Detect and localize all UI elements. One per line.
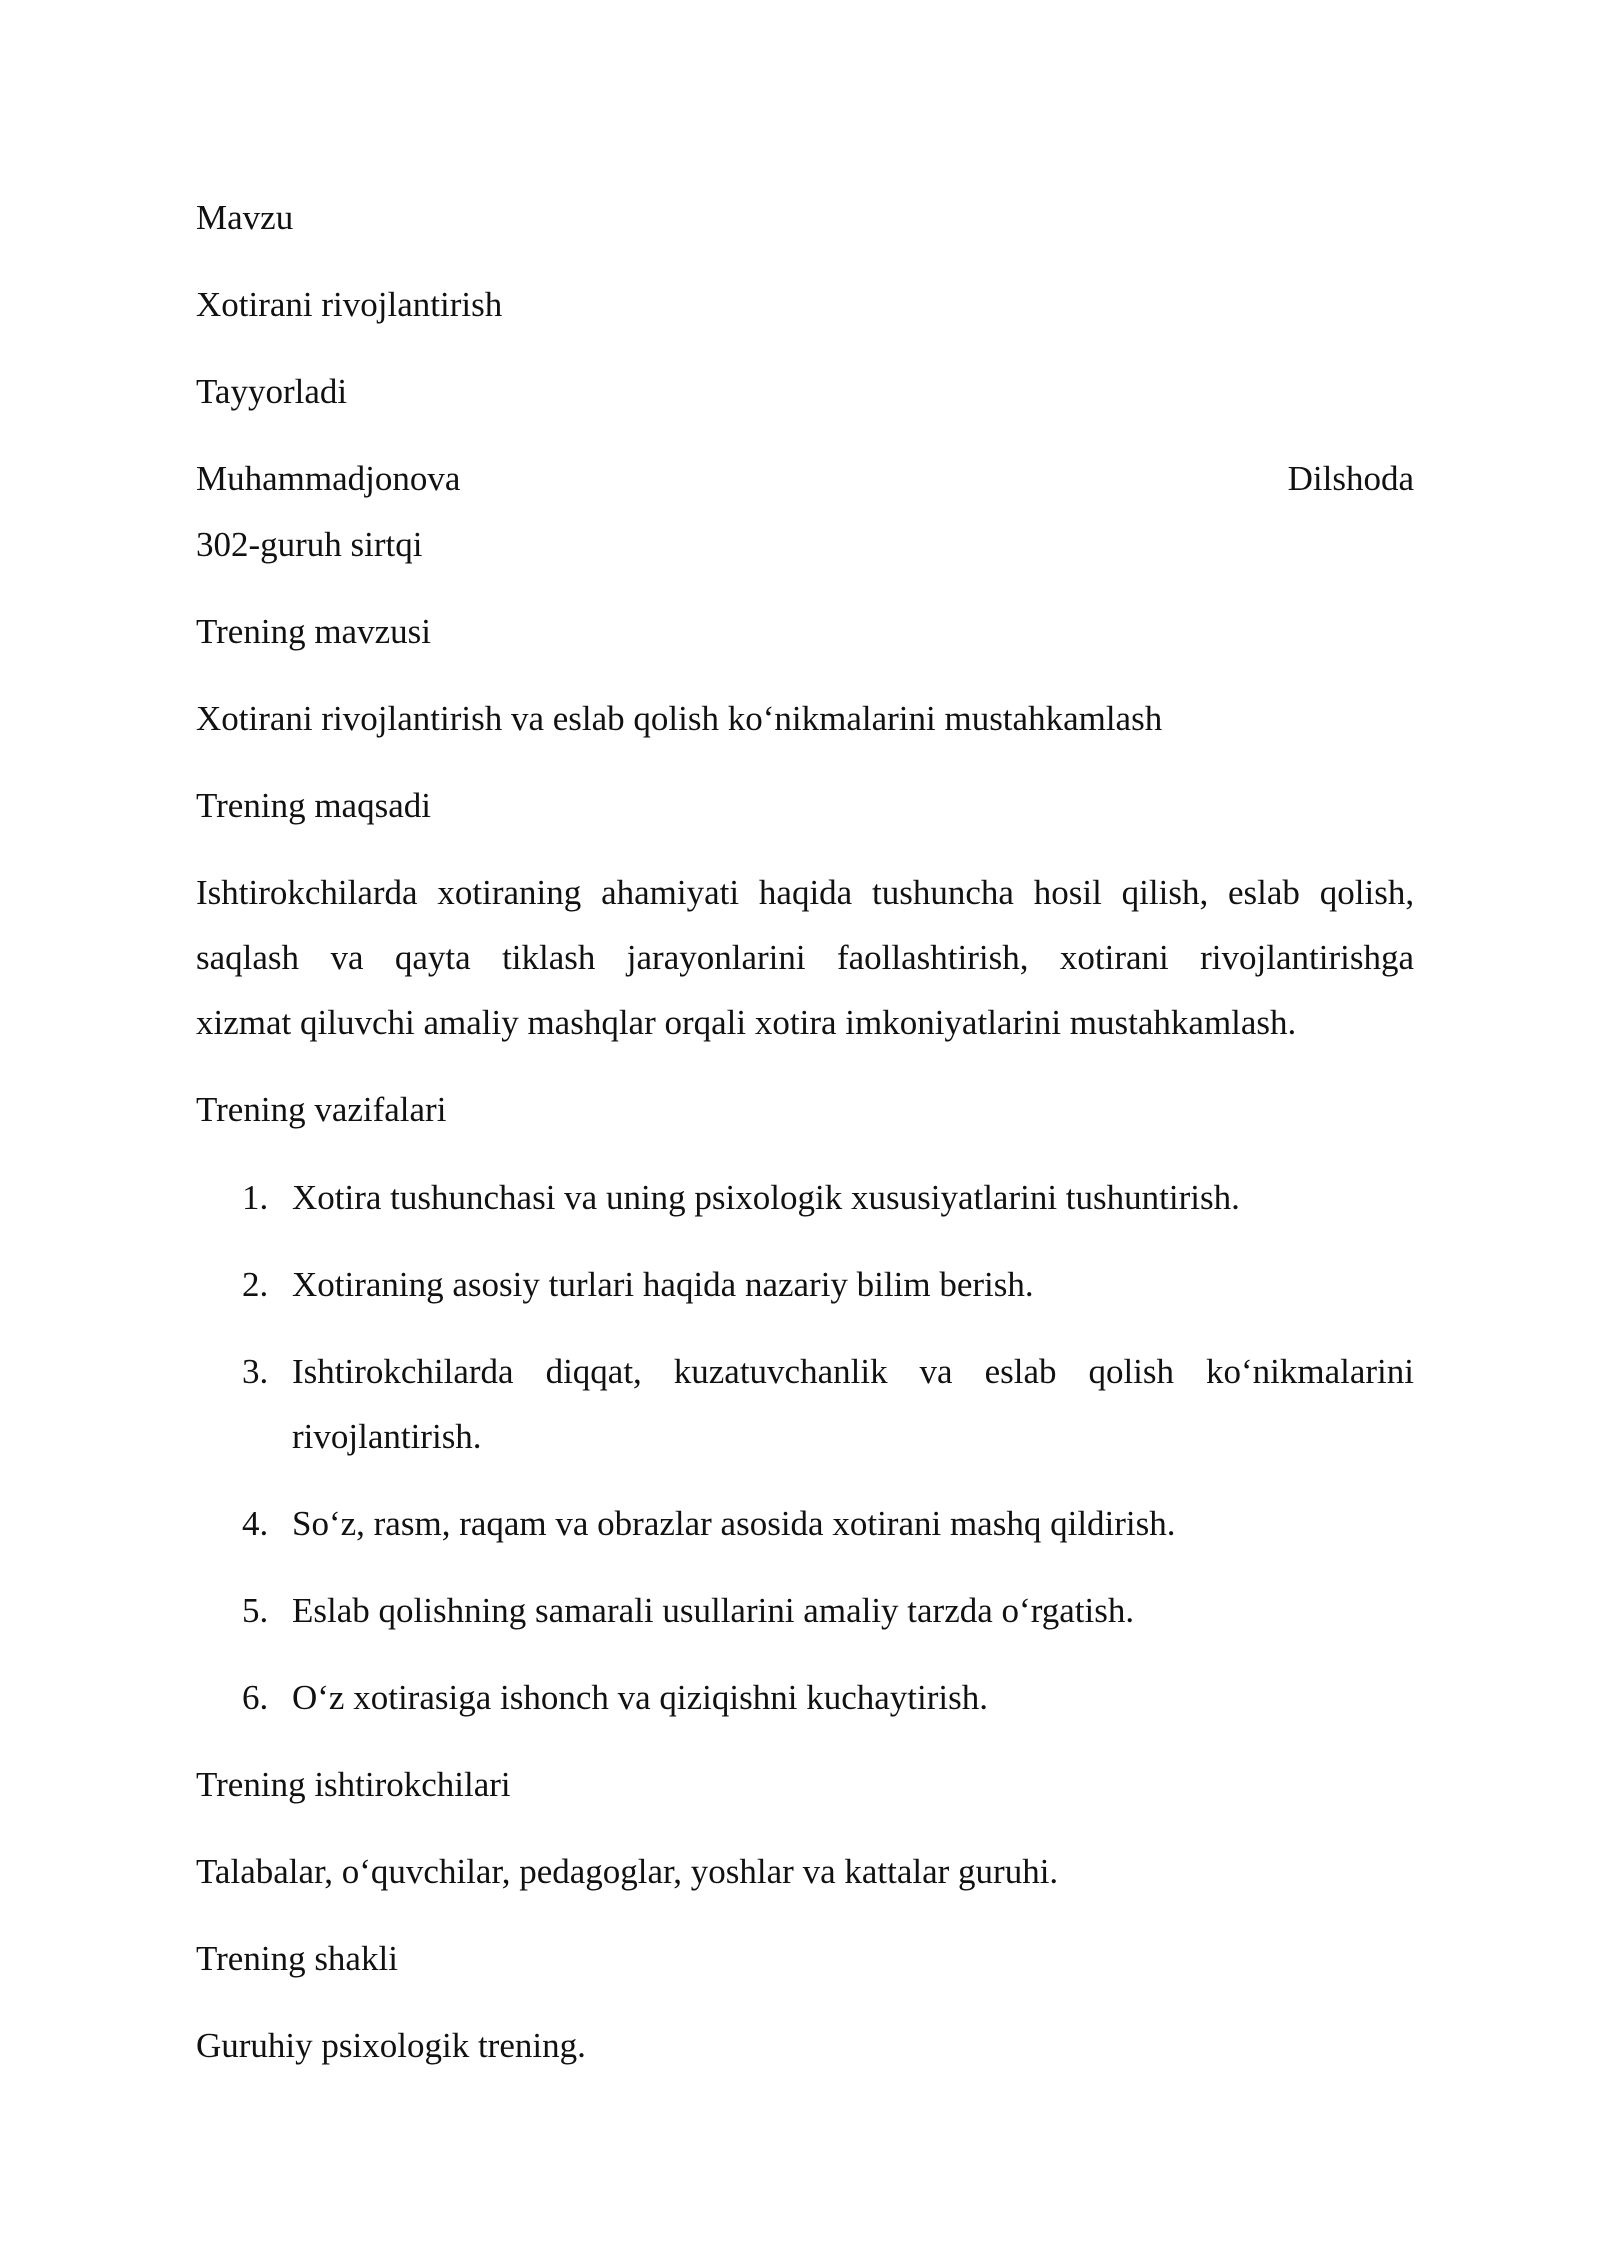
list-number: 4. xyxy=(242,1504,269,1543)
topic-title: Xotirani rivojlantirish xyxy=(196,285,503,324)
list-number: 5. xyxy=(242,1591,269,1630)
goal-label: Trening maqsadi xyxy=(196,786,431,825)
form-label: Trening shakli xyxy=(196,1939,398,1978)
list-text-continued: rivojlantirish. xyxy=(292,1417,482,1456)
prepared-label: Tayyorladi xyxy=(196,372,348,411)
participants-label: Trening ishtirokchilari xyxy=(196,1765,511,1804)
list-text: Xotiraning asosiy turlari haqida nazariy bilim berish. xyxy=(292,1265,1034,1304)
form: Guruhiy psixologik trening. xyxy=(196,2026,586,2065)
goal-line-2: saqlash va qayta tiklash jarayonlarini faollashtirish, xotirani rivojlantirishga xyxy=(196,938,1414,977)
list-text: So‘z, rasm, raqam va obrazlar asosida xotirani mashq qildirish. xyxy=(292,1504,1176,1543)
training-topic: Xotirani rivojlantirish va eslab qolish ko‘nikmalarini mustahkamlash xyxy=(196,699,1163,738)
topic-label: Mavzu xyxy=(196,198,294,237)
list-text: Ishtirokchilarda diqqat, kuzatuvchanlik va eslab qolish ko‘nikmalarini xyxy=(292,1352,1415,1391)
list-text: Eslab qolishning samarali usullarini amaliy tarzda o‘rgatish. xyxy=(292,1591,1135,1630)
participants: Talabalar, o‘quvchilar, pedagoglar, yoshlar va kattalar guruhi. xyxy=(196,1852,1059,1891)
list-number: 3. xyxy=(242,1352,269,1391)
list-text: Xotira tushunchasi va uning psixologik xususiyatlarini tushuntirish. xyxy=(292,1178,1240,1217)
author-surname: Muhammadjonova xyxy=(196,459,461,498)
author-name: Dilshoda xyxy=(1287,459,1414,498)
list-number: 6. xyxy=(242,1678,269,1717)
group-info: 302-guruh sirtqi xyxy=(196,525,423,564)
goal-line-1: Ishtirokchilarda xotiraning ahamiyati haqida tushuncha hosil qilish, eslab qolish, xyxy=(196,873,1415,912)
list-number: 2. xyxy=(242,1265,269,1304)
tasks-label: Trening vazifalari xyxy=(196,1090,447,1129)
training-topic-label: Trening mavzusi xyxy=(196,612,431,651)
list-text: O‘z xotirasiga ishonch va qiziqishni kuchaytirish. xyxy=(292,1678,988,1717)
goal-line-3: xizmat qiluvchi amaliy mashqlar orqali xotira imkoniyatlarini mustahkamlash. xyxy=(196,1003,1297,1042)
list-number: 1. xyxy=(242,1178,269,1217)
